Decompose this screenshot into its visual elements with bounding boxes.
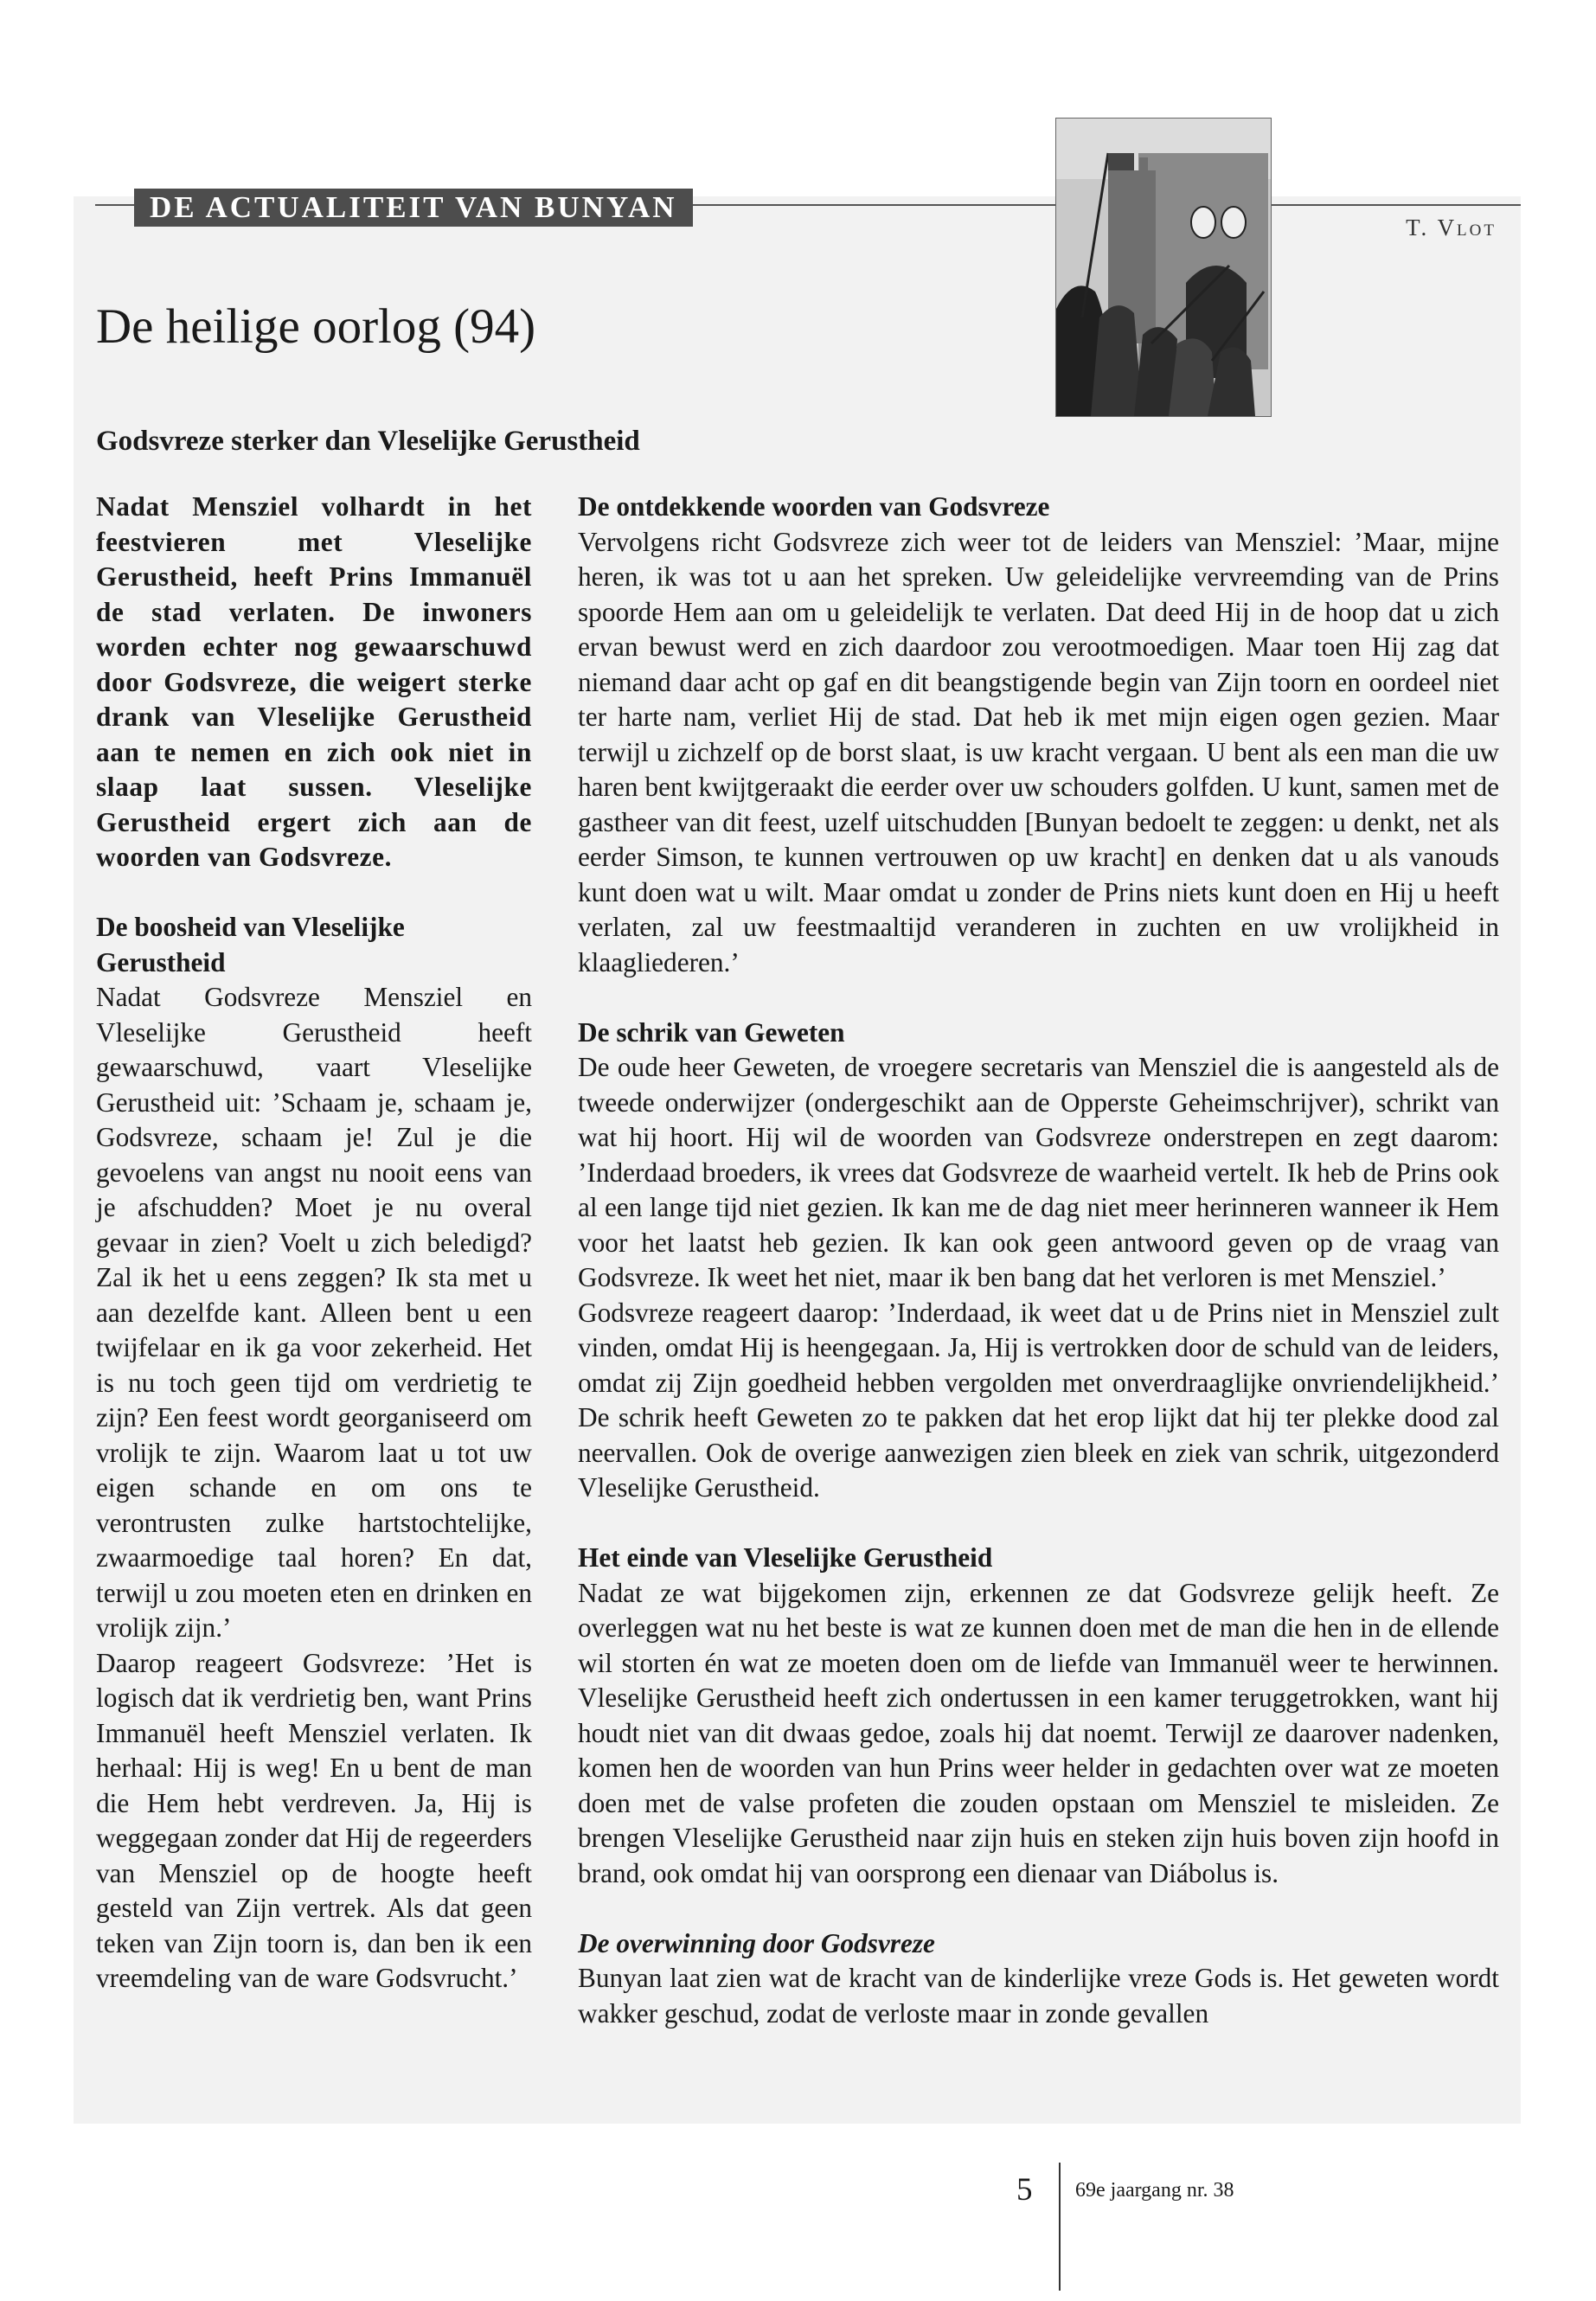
section-heading: De schrik van Geweten [578,1016,845,1048]
section-heading: De boosheid van Vleselijke Gerustheid [96,912,405,977]
body-paragraph: De oude heer Geweten, de vroegere secretaris van Mensziel die is aangesteld als de tweede onderwijzer (ondergeschikt aan de Opperste Geheimschrijver), schrikt van wat hij hoort. Hij wil de woorden van Godsvreze onderstrepen en zegt daarom: ’Inderdaad broeders, ik vrees dat Godsvreze de waarheid vertelt. Ik heb de Prins ook al een lange tijd niet gezien. Ik kan me de dag niet meer herinneren wanneer ik Hem voor het laatst heb gezien. Ik kan ook geen antwoord geven op de vraag van Godsvreze. Ik weet het niet, maar ik ben bang dat het verloren is met Mensziel.’ [578,1052,1499,1292]
body-paragraph: Nadat Godsvreze Mensziel en Vleselijke Gerustheid heeft gewaarschuwd, vaart Vleselijke Gerustheid uit: ’Schaam je, schaam je, Godsvreze, schaam je! Zul je die gevoelens van angst nu nooit eens van je afschudden? Moet je nu overal gevaar in zien? Voelt u zich beledigd? Zal ik het u eens zeggen? Ik sta met u aan dezelfde kant. Alleen bent u een twijfelaar en ik ga voor zekerheid. Het is nu toch geen tijd om verdrietig te zijn? Een feest wordt georganiseerd om vrolijk te zijn. Waarom laat u tot uw eigen schande en om ons te verontrusten zulke hartstochtelijke, zwaarmoedige taal horen? En dat, terwijl u zou moeten eten en drinken en vrolijk zijn.’ [96,982,532,1643]
right-column [578,490,1499,2031]
body-paragraph: Vervolgens richt Godsvreze zich weer tot de leiders van Mensziel: ’Maar, mijne heren, ik was tot u aan het spreken. Uw geleidelijke vervreemding van de Prins spoorde Hem aan om u geleidelijk te verlaten. Dat deed Hij in de hoop dat u zich ervan bewust werd en zich daardoor zou verootmoedigen. Maar toen Hij zag dat niemand daar acht op gaf en dit beangstigende begin van Zijn toorn en oordeel niet ter harte nam, verliet Hij de stad. Dat heb ik met mijn eigen ogen gezien. Maar terwijl u zichzelf op de borst slaat, is uw kracht vergaan. U bent als een man die uw haren bent kwijtgeraakt die eerder over uw schouders golfden. U kunt, samen met de gastheer van dit feest, uzelf uitschudden [Bunyan bedoelt te zeggen: u denkt, net als eerder Simson, te kunnen vertrouwen op uw kracht] en denken dat u als vanouds kunt doen wat u wilt. Maar omdat u zonder de Prins niets kunt doen en Hij u heeft verlaten, zal uw feestmaaltijd veranderen in zuchten en uw vrolijkheid in klaagliederen.’ [578,526,1499,977]
woodcut-siege-illustration [1055,118,1272,417]
article-title: De heilige oorlog (94) [96,299,536,354]
body-paragraph: Godsvreze reageert daarop: ’Inderdaad, ik weet dat u de Prins niet in Mensziel zult vinden, omdat Hij is heengegaan. Ja, Hij is vertrokken door de schuld van de leiders, omdat zij Zijn goedheid hebben vergolden met onverdraaglijke onvriendelijkheid.’ De schrik heeft Geweten zo te pakken dat het erop lijkt dat hij ter plekke dood zal neervallen. Ook de overige aanwezigen zien bleek en ziek van schrik, uitgezonderd Vleselijke Gerustheid. [578,1297,1499,1503]
footer-divider [1059,2163,1061,2291]
left-column [96,490,532,1997]
lead-paragraph: Nadat Mensziel volhardt in het feestvieren met Vleselijke Gerustheid, heeft Prins Immanuël de stad verlaten. De inwoners worden echter nog gewaarschuwd door Godsvreze, die weigert sterke drank van Vleselijke Gerustheid aan te nemen en zich ook niet in slaap laat sussen. Vleselijke Gerustheid ergert zich aan de woorden van Godsvreze. [96,491,532,872]
body-paragraph: Bunyan laat zien wat de kracht van de kinderlijke vreze Gods is. Het geweten wordt wakker geschud, zodat de verloste maar in zonde gevallen [578,1963,1499,2029]
article-subtitle: Godsvreze sterker dan Vleselijke Gerustheid [96,426,640,457]
body-paragraph: Daarop reageert Godsvreze: ’Het is logisch dat ik verdrietig ben, want Prins Immanuël heeft Mensziel verlaten. Ik herhaal: Hij is weg! En u bent de man die Hem hebt verdreven. Ja, Hij is weggegaan zonder dat Hij de regeerders van Mensziel op de hoogte heeft gesteld van Zijn vertrek. Als dat geen teken van Zijn toorn is, dan ben ik een vreemdeling van de ware Godsvrucht.’ [96,1647,532,1993]
issue-label: 69e jaargang nr. 38 [1075,2179,1234,2202]
section-heading: De overwinning door Godsvreze [578,1927,935,1958]
section-heading: Het einde van Vleselijke Gerustheid [578,1542,993,1573]
author-name: T. Vlot [1406,215,1497,240]
body-paragraph: Nadat ze wat bijgekomen zijn, erkennen ze dat Godsvreze gelijk heeft. Ze overleggen wat nu het beste is wat ze kunnen doen met de man die hen in de ellende wil storten én wat ze moeten doen om de liefde van Immanuël weer te herwinnen. Vleselijke Gerustheid heeft zich ondertussen in een kamer teruggetrokken, want hij houdt niet van dit dwaas gedoe, zoals hij dat noemt. Terwijl ze daarover nadenken, komen hen de woorden van hun Prins weer helder in gedachten over wat ze moeten doen met de valse profeten die zouden opstaan om Mensziel te misleiden. Ze brengen Vleselijke Gerustheid naar zijn huis en steken zijn huis boven zijn hoofd in brand, ook omdat hij van oorsprong een dienaar van Diábolus is. [578,1577,1499,1888]
page-number: 5 [1016,2172,1033,2208]
section-heading: De ontdekkende woorden van Godsvreze [578,491,1050,522]
section-label: DE ACTUALITEIT VAN BUNYAN [134,189,693,227]
